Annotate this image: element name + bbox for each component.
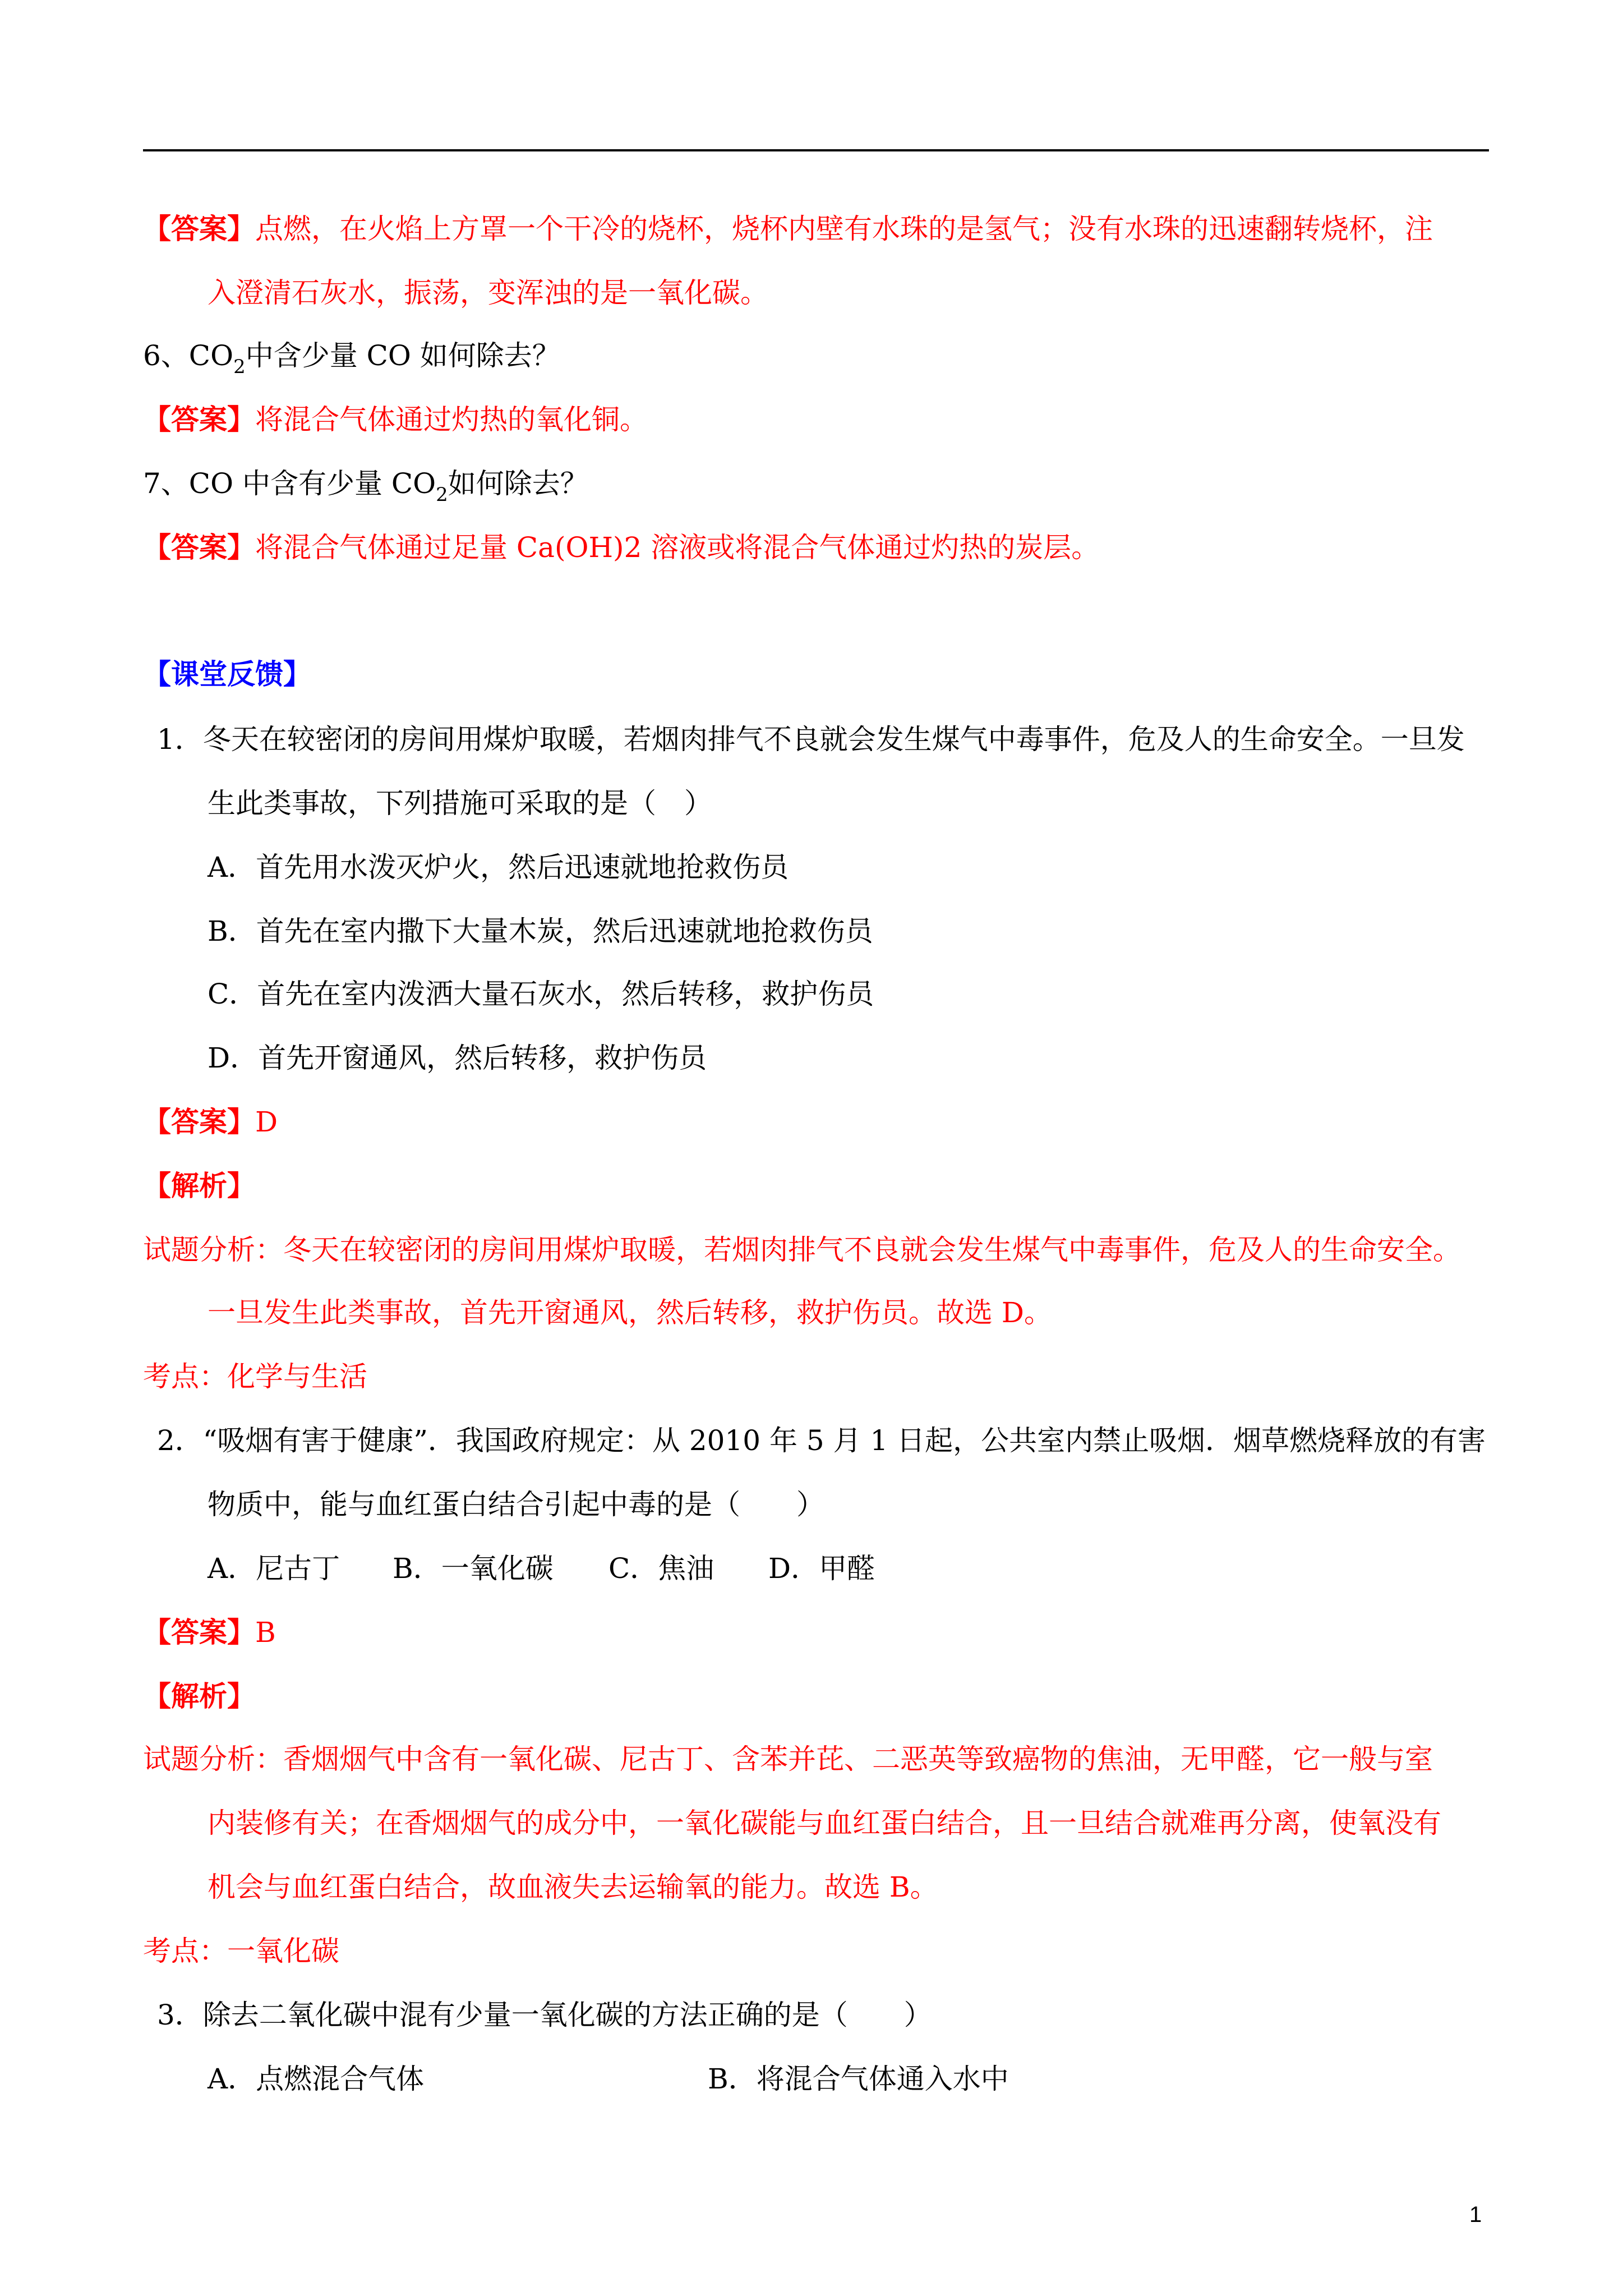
q1-exam-point: 考点：化学与生活	[143, 1360, 367, 1393]
q2-analysis-line-2: 内装修有关；在香烟烟气的成分中，一氧化碳能与血红蛋白结合，且一旦结合就难再分离，使氧没有	[208, 1807, 1441, 1839]
answer-label: 【答案】	[143, 212, 255, 245]
answer-5-line-2: 入澄清石灰水，振荡，变浑浊的是一氧化碳。	[208, 277, 768, 309]
q1-answer: 【答案】D	[143, 1105, 278, 1138]
q2-analysis-line-1: 试题分析：香烟烟气中含有一氧化碳、尼古丁、含苯并芘、二恶英等致癌物的焦油，无甲醛，它一般与室	[143, 1743, 1433, 1775]
q1-analysis-line-1: 试题分析：冬天在较密闭的房间用煤炉取暖，若烟肉排气不良就会发生煤气中毒事件，危及人的生命安全。	[143, 1234, 1461, 1266]
q2-exam-point: 考点：一氧化碳	[143, 1935, 339, 1967]
q1-option-c: C．首先在室内泼洒大量石灰水，然后转移，救护伤员	[208, 978, 874, 1010]
answer-7: 【答案】将混合气体通过足量 Ca(OH)2 溶液或将混合气体通过灼热的炭层。	[143, 531, 1100, 564]
question-7: 7、CO 中含有少量 $CO_2$如何除去？	[143, 467, 588, 506]
q2-stem-line-1: 2．“吸烟有害于健康”．我国政府规定：从 2010 年 5 月 1 日起，公共室内禁止吸烟．烟草燃烧释放的有害	[157, 1424, 1486, 1457]
q1-analysis-line-2: 一旦发生此类事故，首先开窗通风，然后转移，救护伤员。故选 D。	[208, 1296, 1052, 1329]
q1-option-d: D．首先开窗通风，然后转移，救护伤员	[208, 1042, 707, 1074]
q2-analysis-label: 【解析】	[143, 1680, 255, 1713]
q1-stem-line-2: 生此类事故，下列措施可采取的是（ ）	[208, 787, 712, 820]
q2-option-a: A．尼古丁	[208, 1552, 340, 1585]
q3-option-a: A．点燃混合气体	[208, 2063, 425, 2095]
q2-option-c: C．焦油	[608, 1552, 714, 1585]
header-rule	[143, 149, 1489, 151]
q1-analysis-label: 【解析】	[143, 1169, 255, 1202]
section-title-feedback: 【课堂反馈】	[143, 657, 311, 691]
q1-stem-line-1: 1．冬天在较密闭的房间用煤炉取暖，若烟肉排气不良就会发生煤气中毒事件，危及人的生命安全。一旦发	[157, 723, 1465, 756]
q2-answer: 【答案】B	[143, 1616, 276, 1649]
q2-option-b: B．一氧化碳	[393, 1552, 554, 1585]
q2-analysis-line-3: 机会与血红蛋白结合，故血液失去运输氧的能力。故选 B。	[208, 1871, 938, 1903]
q2-option-d: D．甲醛	[768, 1552, 875, 1585]
q3-option-b: B．将混合气体通入水中	[708, 2063, 1009, 2095]
answer-6: 【答案】将混合气体通过灼热的氧化铜。	[143, 403, 648, 436]
q1-option-b: B．首先在室内撒下大量木炭，然后迅速就地抢救伤员	[208, 915, 873, 947]
q1-option-a: A．首先用水泼灭炉火，然后迅速就地抢救伤员	[208, 851, 789, 884]
question-6: 6、$CO_2$中含少量 CO 如何除去？	[143, 339, 560, 378]
answer-5-line-1: 【答案】点燃，在火焰上方罩一个干冷的烧杯，烧杯内壁有水珠的是氢气；没有水珠的迅速翻转烧杯，注	[143, 212, 1433, 245]
q2-stem-line-2: 物质中，能与血红蛋白结合引起中毒的是（ ）	[208, 1488, 824, 1521]
q3-stem-line-1: 3．除去二氧化碳中混有少量一氧化碳的方法正确的是（ ）	[157, 1999, 932, 2031]
page-number: 1	[1469, 2202, 1482, 2227]
